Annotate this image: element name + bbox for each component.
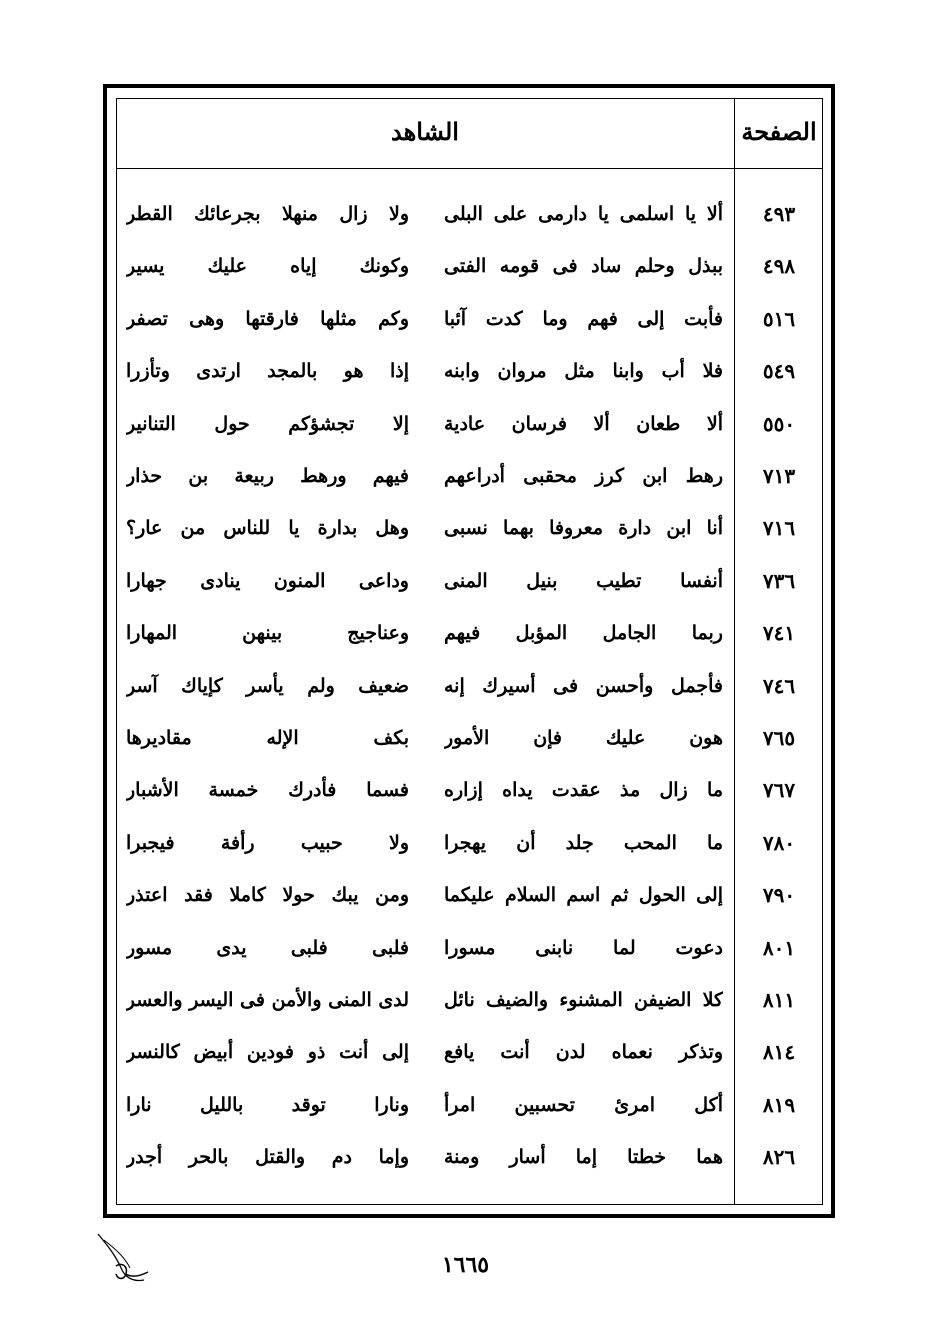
table-row bbox=[118, 299, 822, 339]
page-ref: ٧٨٠ bbox=[762, 831, 796, 855]
header-divider bbox=[116, 168, 823, 169]
first-hemistich: هون عليك فإن الأمور bbox=[444, 727, 723, 749]
page-number: ١٦٦٥ bbox=[441, 1252, 490, 1278]
page-ref: ٧٦٥ bbox=[762, 726, 796, 750]
table-row bbox=[118, 508, 822, 548]
first-hemistich: أنا ابن دارة معروفا بهما نسبى bbox=[444, 517, 723, 539]
second-hemistich: إلا تجشؤكم حول التنانير bbox=[126, 413, 409, 435]
page-ref: ٥٥٠ bbox=[762, 412, 796, 436]
first-hemistich: أكل امرئ تحسبين امرأ bbox=[444, 1094, 723, 1116]
page-ref: ٥١٦ bbox=[762, 307, 796, 331]
first-hemistich: فأجمل وأحسن فى أسيرك إنه bbox=[444, 675, 723, 697]
page-ref: ٧٤١ bbox=[762, 621, 796, 645]
verse-column-header: الشاهد bbox=[391, 117, 459, 146]
first-hemistich: فلا أب وابنا مثل مروان وابنه bbox=[444, 360, 723, 382]
second-hemistich: ولا حبيب رأفة فيجبرا bbox=[126, 832, 409, 854]
table-row bbox=[118, 1085, 822, 1125]
table-row bbox=[118, 770, 822, 810]
second-hemistich: بكف الإله مقاديرها bbox=[126, 727, 409, 749]
quill-mark-icon bbox=[94, 1226, 150, 1290]
table-row bbox=[118, 351, 822, 391]
second-hemistich: ومن يبك حولا كاملا فقد اعتذر bbox=[126, 884, 409, 906]
table-row bbox=[118, 718, 822, 758]
first-hemistich: كلا الضيفن المشنوء والضيف نائل bbox=[444, 989, 723, 1011]
page-ref: ٨١٤ bbox=[762, 1040, 796, 1064]
table-row bbox=[118, 613, 822, 653]
page-column-header: الصفحة bbox=[741, 117, 817, 146]
page-ref: ٨٢٦ bbox=[762, 1145, 796, 1169]
table-row bbox=[118, 980, 822, 1020]
page-ref: ٨١١ bbox=[762, 988, 796, 1012]
second-hemistich: وإما دم والقتل بالحر أجدر bbox=[126, 1146, 409, 1168]
page-ref: ٧١٣ bbox=[762, 464, 796, 488]
page-ref: ٧١٦ bbox=[762, 516, 796, 540]
second-hemistich: وكم مثلها فارقتها وهى تصفر bbox=[126, 308, 409, 330]
first-hemistich: ربما الجامل المؤبل فيهم bbox=[444, 622, 723, 644]
second-hemistich: ولا زال منهلا بجرعائك القطر bbox=[126, 203, 409, 225]
table-row bbox=[118, 1137, 822, 1177]
second-hemistich: وهل بدارة يا للناس من عار؟ bbox=[126, 517, 409, 539]
second-hemistich: ونارا توقد بالليل نارا bbox=[126, 1094, 409, 1116]
second-hemistich: إذا هو بالمجد ارتدى وتأزرا bbox=[126, 360, 409, 382]
page-ref: ٧٤٦ bbox=[762, 674, 796, 698]
table-row bbox=[118, 404, 822, 444]
page-ref: ٨٠١ bbox=[762, 936, 796, 960]
first-hemistich: وتذكر نعماه لدن أنت يافع bbox=[444, 1041, 723, 1063]
page-ref: ٨١٩ bbox=[762, 1093, 796, 1117]
table-row bbox=[118, 666, 822, 706]
table-row bbox=[118, 246, 822, 286]
second-hemistich: وكونك إياه عليك يسير bbox=[126, 255, 409, 277]
first-hemistich: دعوت لما نابنى مسورا bbox=[444, 937, 723, 959]
second-hemistich: وعناجيج بينهن المهارا bbox=[126, 622, 409, 644]
first-hemistich: فأبت إلى فهم وما كدت آئبا bbox=[444, 308, 723, 330]
table-row bbox=[118, 823, 822, 863]
second-hemistich: وداعى المنون ينادى جهارا bbox=[126, 570, 409, 592]
page-ref: ٥٤٩ bbox=[762, 359, 796, 383]
table-row bbox=[118, 875, 822, 915]
table-row bbox=[118, 194, 822, 234]
page-ref: ٧٣٦ bbox=[762, 569, 796, 593]
second-hemistich: لدى المنى والأمن فى اليسر والعسر bbox=[126, 989, 409, 1011]
second-hemistich: فلبى فلبى يدى مسور bbox=[126, 937, 409, 959]
page-ref: ٤٩٣ bbox=[762, 202, 796, 226]
first-hemistich: ما زال مذ عقدت يداه إزاره bbox=[444, 779, 723, 801]
page-ref: ٤٩٨ bbox=[762, 254, 796, 278]
table-row bbox=[118, 456, 822, 496]
page-ref: ٧٦٧ bbox=[762, 778, 796, 802]
table-row bbox=[118, 928, 822, 968]
first-hemistich: ما المحب جلد أن يهجرا bbox=[444, 832, 723, 854]
first-hemistich: أنفسا تطيب بنيل المنى bbox=[444, 570, 723, 592]
second-hemistich: فسما فأدرك خمسة الأشبار bbox=[126, 779, 409, 801]
first-hemistich: إلى الحول ثم اسم السلام عليكما bbox=[444, 884, 723, 906]
page-ref: ٧٩٠ bbox=[762, 883, 796, 907]
first-hemistich: ألا طعان ألا فرسان عادية bbox=[444, 413, 723, 435]
table-row bbox=[118, 561, 822, 601]
table-row bbox=[118, 1032, 822, 1072]
first-hemistich: ألا يا اسلمى يا دارمى على البلى bbox=[444, 203, 723, 225]
first-hemistich: رهط ابن كرز محقبى أدراعهم bbox=[444, 465, 723, 487]
first-hemistich: هما خطتا إما أسار ومنة bbox=[444, 1146, 723, 1168]
second-hemistich: فيهم ورهط ربيعة بن حذار bbox=[126, 465, 409, 487]
second-hemistich: إلى أنت ذو فودين أبيض كالنسر bbox=[126, 1041, 409, 1063]
second-hemistich: ضعيف ولم يأسر كإياك آسر bbox=[126, 675, 409, 697]
first-hemistich: ببذل وحلم ساد فى قومه الفتى bbox=[444, 255, 723, 277]
